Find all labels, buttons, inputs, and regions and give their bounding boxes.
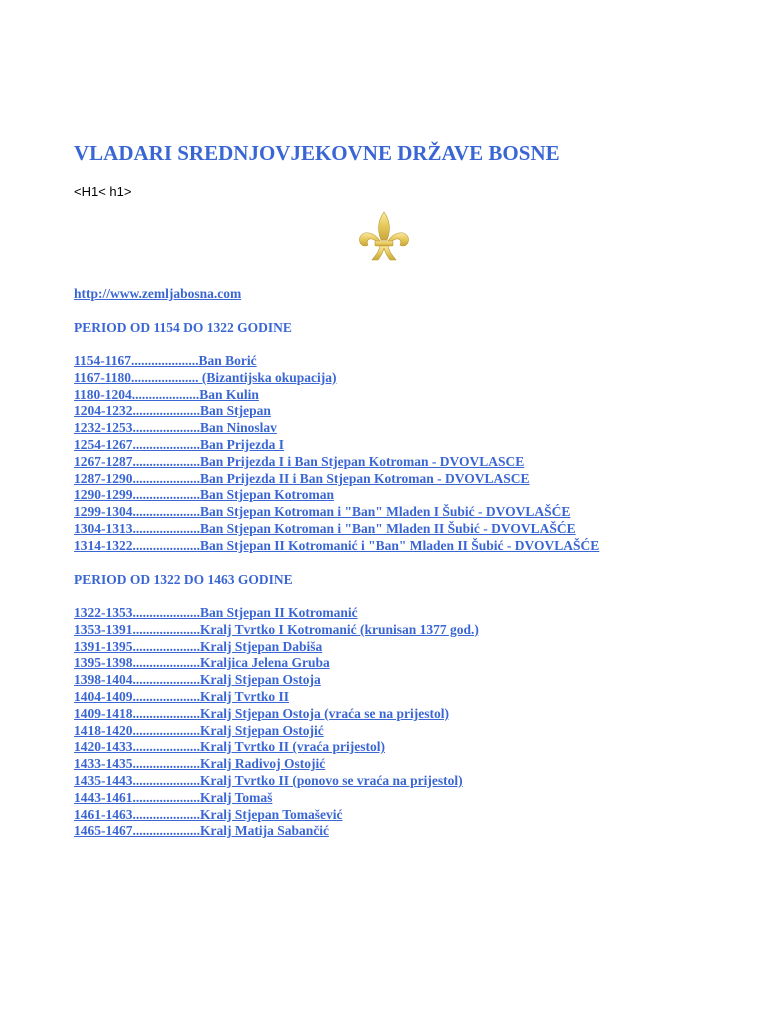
ruler-link[interactable]: 1204-1232....................Ban Stjepan [74,403,271,419]
ruler-link[interactable]: 1304-1313....................Ban Stjepan Kotroman i "Ban" Mladen II Šubić - DVOVLAŠĆE [74,520,576,536]
ruler-link[interactable]: 1465-1467....................Kralj Matija Sabančić [74,823,329,839]
ruler-link[interactable]: 1254-1267....................Ban Prijezda I [74,436,284,452]
ruler-link[interactable]: 1232-1253....................Ban Ninoslav [74,420,277,436]
h1-tag-text: <H1< h1> [74,184,132,199]
ruler-link[interactable]: 1435-1443....................Kralj Tvrtko II (ponovo se vraća na prijestol) [74,772,463,788]
ruler-link[interactable]: 1418-1420....................Kralj Stjepan Ostojić [74,722,324,738]
ruler-list-2 [74,605,479,840]
ruler-link[interactable]: 1443-1461....................Kralj Tomaš [74,789,273,805]
ruler-link[interactable]: 1395-1398....................Kraljica Jelena Gruba [74,655,330,671]
ruler-link[interactable]: 1420-1433....................Kralj Tvrtko II (vraća prijestol) [74,739,385,755]
period-heading-2: PERIOD OD 1322 DO 1463 GODINE [74,572,293,587]
ruler-link[interactable]: 1154-1167....................Ban Borić [74,353,257,368]
period-heading-1: PERIOD OD 1154 DO 1322 GODINE [74,320,292,335]
ruler-link[interactable]: 1398-1404....................Kralj Stjepan Ostoja [74,672,321,688]
ruler-link[interactable]: 1461-1463....................Kralj Stjepan Tomašević [74,806,343,822]
ruler-link[interactable]: 1299-1304....................Ban Stjepan Kotroman i "Ban" Mladen I Šubić - DVOVLAŠĆE [74,504,571,520]
ruler-list-1 [74,353,599,555]
ruler-link[interactable]: 1290-1299....................Ban Stjepan Kotroman [74,487,335,503]
fleur-de-lis-icon [358,210,410,264]
ruler-link[interactable]: 1180-1204....................Ban Kulin [74,386,259,402]
page-title: VLADARI SREDNJOVJEKOVNE DRŽAVE BOSNE [74,141,560,165]
ruler-link[interactable]: 1404-1409....................Kralj Tvrtko II [74,688,289,704]
ruler-link[interactable]: 1287-1290....................Ban Prijezda II i Ban Stjepan Kotroman - DVOVLASCE [74,470,530,486]
ruler-link[interactable]: 1391-1395....................Kralj Stjepan Dabiša [74,638,323,654]
ruler-link[interactable]: 1314-1322....................Ban Stjepan II Kotromanić i "Ban" Mladen II Šubić - DVOVLAŠĆE [74,537,600,553]
ruler-link[interactable]: 1433-1435....................Kralj Radivoj Ostojić [74,756,326,772]
ruler-link[interactable]: 1409-1418....................Kralj Stjepan Ostoja (vraća se na prijestol) [74,705,449,721]
ruler-link[interactable]: 1167-1180.................... (Bizantijska okupacija) [74,369,337,385]
ruler-link[interactable]: 1353-1391....................Kralj Tvrtko I Kotromanić (krunisan 1377 god.) [74,621,479,637]
ruler-link[interactable]: 1322-1353....................Ban Stjepan II Kotromanić [74,605,358,620]
site-link[interactable]: http://www.zemljabosna.com [74,286,242,301]
ruler-link[interactable]: 1267-1287....................Ban Prijezda I i Ban Stjepan Kotroman - DVOVLASCE [74,453,525,469]
